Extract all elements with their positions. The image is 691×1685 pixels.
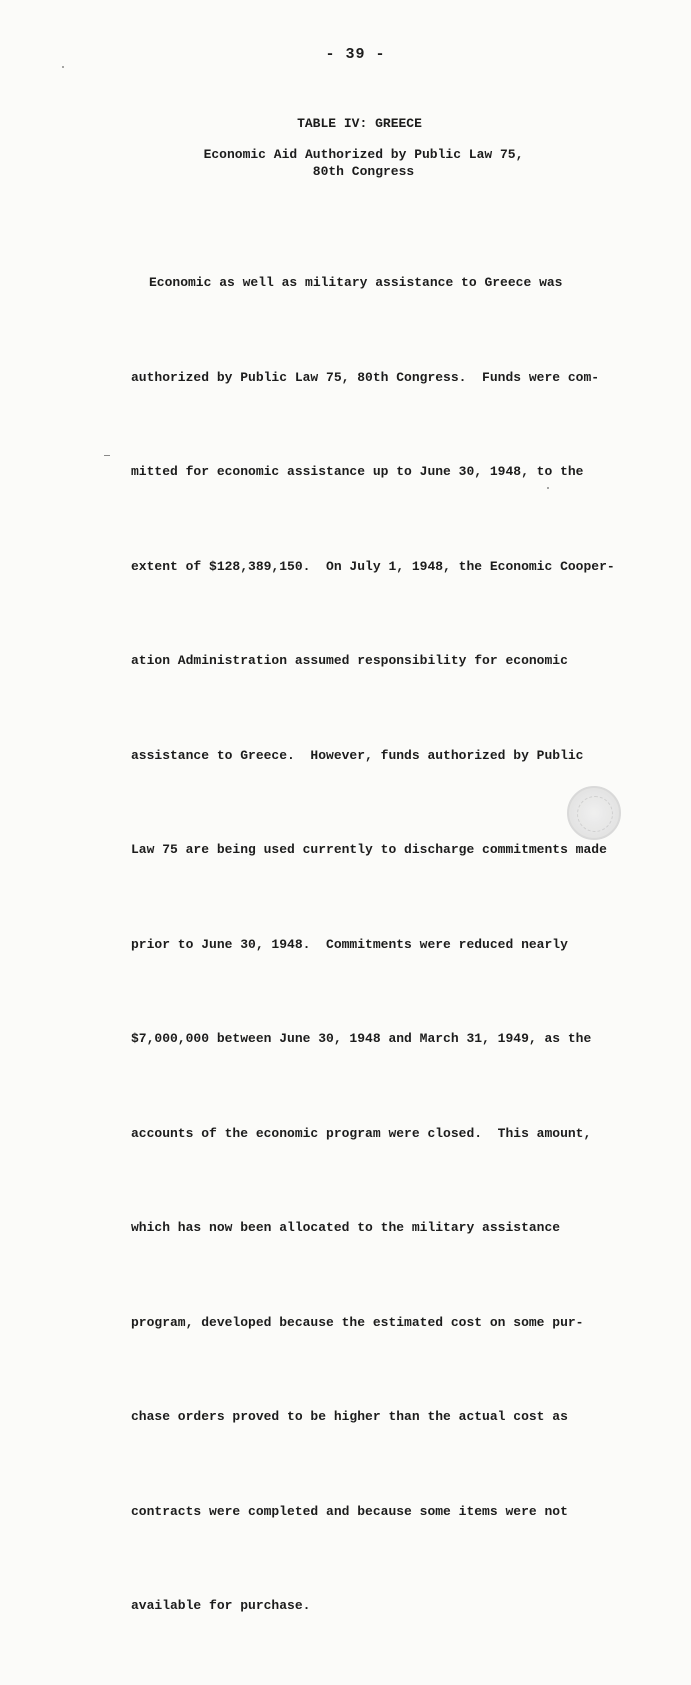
subtitle-line-1: Economic Aid Authorized by Public Law 75, [203,147,524,162]
paper-speck [547,487,549,489]
paper-speck [104,455,110,456]
stamp-ring [577,796,613,832]
body-line: Economic as well as military assistance to Greece was [149,275,563,290]
paper-speck [62,66,64,68]
body-line: $7,000,000 between June 30, 1948 and March 31, 1949, as the [131,1031,592,1046]
body-line: accounts of the economic program were closed. This amount, [131,1125,592,1141]
body-paragraph [131,204,671,1685]
body-line: program, developed because the estimated cost on some pur- [131,1314,584,1330]
body-line: Law 75 are being used currently to discharge commitments made [131,842,607,857]
table-subtitle [0,146,691,180]
body-line: chase orders proved to be higher than the actual cost as [131,1409,568,1424]
body-line: assistance to Greece. However, funds authorized by Public [131,747,584,763]
body-line: which has now been allocated to the military assistance [131,1220,561,1235]
body-line: authorized by Public Law 75, 80th Congress. Funds were com- [131,369,600,385]
subtitle-line-2: 80th Congress [312,164,415,179]
body-line: contracts were completed and because some items were not [131,1503,568,1519]
table-title: TABLE IV: GREECE [297,116,422,131]
body-line: mitted for economic assistance up to June 30, 1948, to the [131,464,584,479]
body-line: available for purchase. [131,1598,311,1613]
page-number: - 39 - [325,46,386,63]
archive-stamp-icon [567,786,621,840]
body-line: ation Administration assumed responsibility for economic [131,653,568,668]
body-line: prior to June 30, 1948. Commitments were reduced nearly [131,936,568,952]
body-line: extent of $128,389,150. On July 1, 1948, the Economic Cooper- [131,558,615,574]
